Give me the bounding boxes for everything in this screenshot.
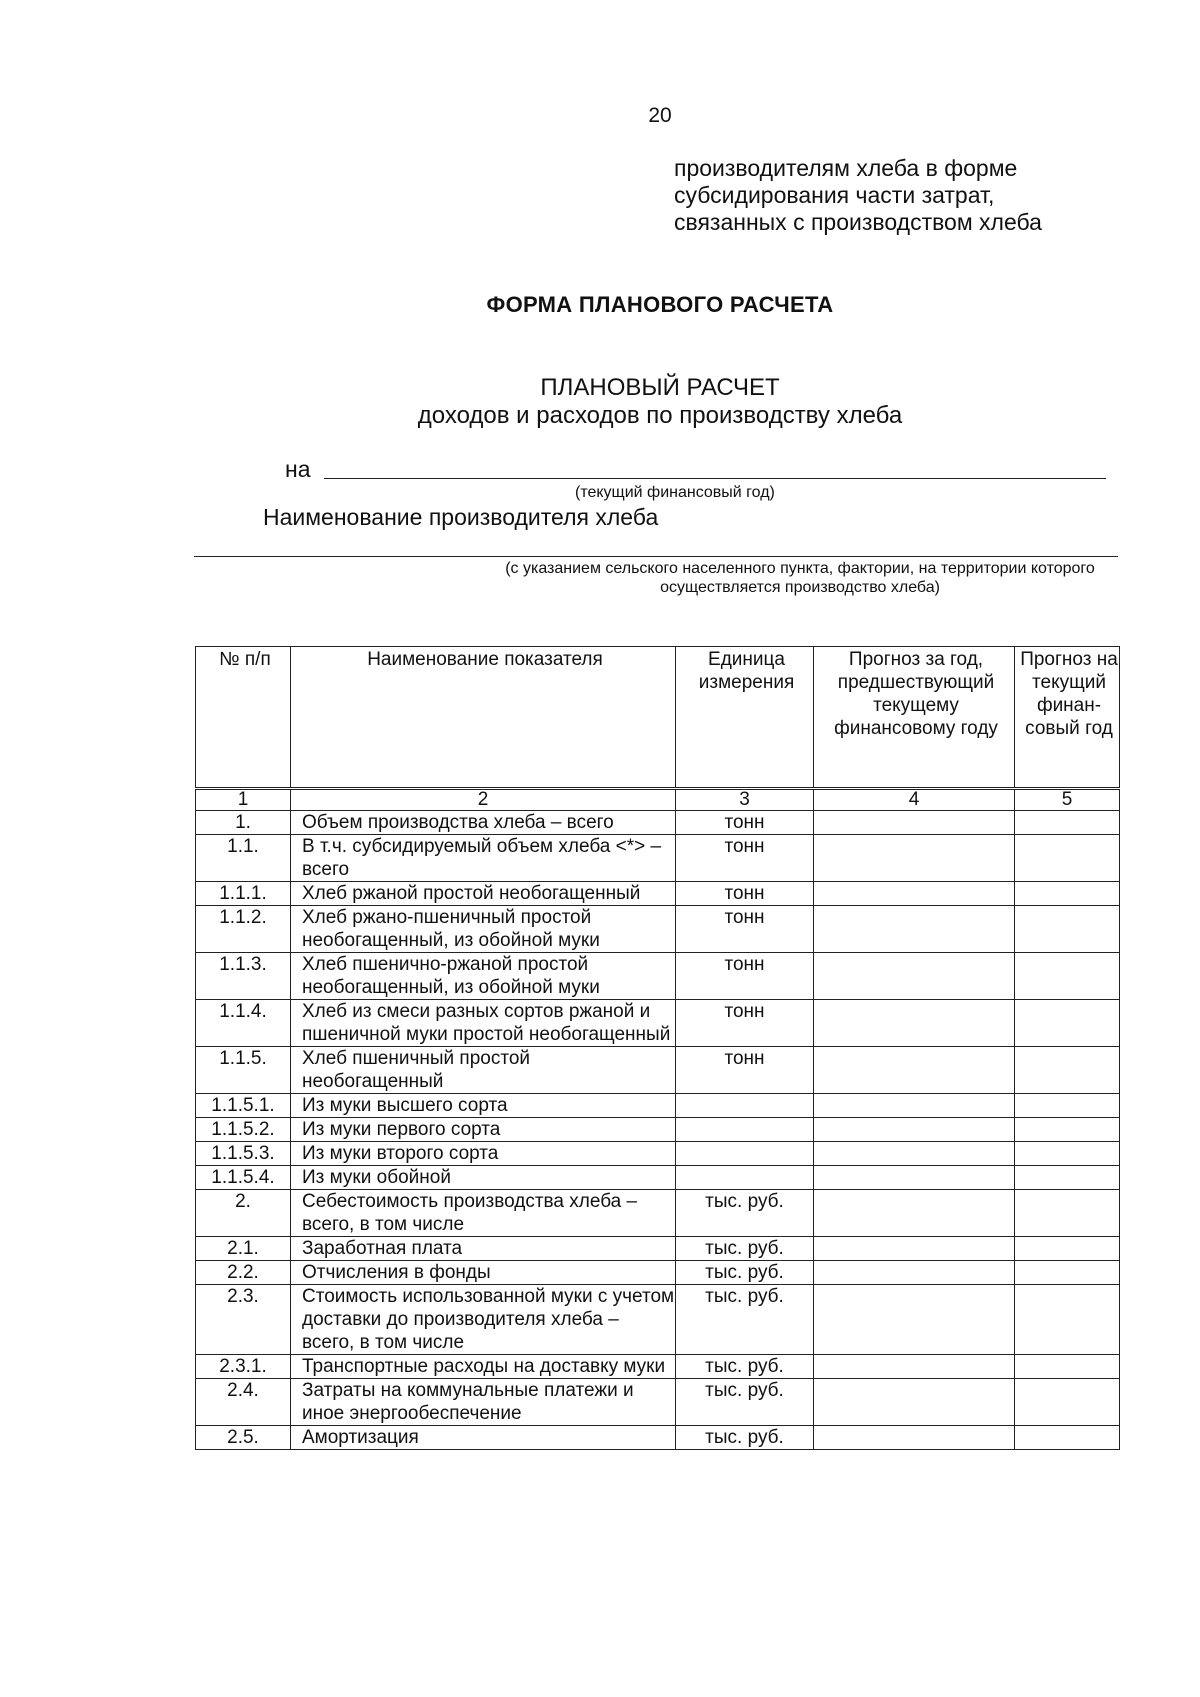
row-name: Хлеб из смеси разных сортов ржаной и пшеничной муки простой необогащенный [291, 1000, 676, 1047]
row-curr-value[interactable] [1015, 953, 1120, 1000]
row-num: 1.1.5.2. [196, 1118, 291, 1142]
table-header-row [196, 647, 1120, 789]
row-unit: тонн [676, 1047, 814, 1094]
table-row [196, 1355, 1120, 1379]
row-name: Из муки второго сорта [291, 1142, 676, 1166]
row-prev-value[interactable] [814, 882, 1015, 906]
table-row [196, 1261, 1120, 1285]
row-curr-value[interactable] [1015, 1355, 1120, 1379]
row-unit: тыс. руб. [676, 1261, 814, 1285]
row-unit: тонн [676, 835, 814, 882]
header-block [674, 155, 1174, 236]
row-num: 2.4. [196, 1379, 291, 1426]
row-prev-value[interactable] [814, 1426, 1015, 1450]
row-name: Хлеб пшенично-ржаной простой необогащенный, из обойной муки [291, 953, 676, 1000]
table-row [196, 1379, 1120, 1426]
table-row [196, 1142, 1120, 1166]
row-num: 1.1.5. [196, 1047, 291, 1094]
row-curr-value[interactable] [1015, 1094, 1120, 1118]
producer-field-line[interactable] [194, 556, 1118, 557]
row-curr-value[interactable] [1015, 1285, 1120, 1355]
row-prev-value[interactable] [814, 906, 1015, 953]
row-curr-value[interactable] [1015, 1047, 1120, 1094]
table-row [196, 882, 1120, 906]
header-line-2: субсидирования части затрат, [674, 182, 995, 208]
row-name: Из муки высшего сорта [291, 1094, 676, 1118]
column-number: 4 [814, 789, 1015, 811]
row-num: 2. [196, 1190, 291, 1237]
row-curr-value[interactable] [1015, 1000, 1120, 1047]
row-unit: тыс. руб. [676, 1355, 814, 1379]
row-unit: тонн [676, 953, 814, 1000]
row-prev-value[interactable] [814, 1166, 1015, 1190]
row-name: Амортизация [291, 1426, 676, 1450]
row-prev-value[interactable] [814, 1118, 1015, 1142]
row-num: 2.1. [196, 1237, 291, 1261]
row-unit [676, 1166, 814, 1190]
row-curr-value[interactable] [1015, 1166, 1120, 1190]
row-name: Объем производства хлеба – всего [291, 811, 676, 835]
row-unit: тыс. руб. [676, 1285, 814, 1355]
row-curr-value[interactable] [1015, 1237, 1120, 1261]
table-row [196, 1426, 1120, 1450]
header-line-1: производителям хлеба в форме [674, 155, 1018, 181]
row-name: Стоимость использованной муки с учетом доставки до производителя хлеба – всего, в том числе [291, 1285, 676, 1355]
table-row [196, 1166, 1120, 1190]
calc-title [0, 374, 1200, 430]
row-prev-value[interactable] [814, 1285, 1015, 1355]
row-num: 1.1.5.3. [196, 1142, 291, 1166]
table-row [196, 953, 1120, 1000]
row-name: Хлеб ржано-пшеничный простой необогащенный, из обойной муки [291, 906, 676, 953]
table-row [196, 1190, 1120, 1237]
row-curr-value[interactable] [1015, 1379, 1120, 1426]
row-name: Себестоимость производства хлеба – всего, в том числе [291, 1190, 676, 1237]
row-unit [676, 1142, 814, 1166]
table-row [196, 1285, 1120, 1355]
row-unit: тонн [676, 811, 814, 835]
row-num: 1.1.3. [196, 953, 291, 1000]
row-curr-value[interactable] [1015, 811, 1120, 835]
row-num: 2.2. [196, 1261, 291, 1285]
row-curr-value[interactable] [1015, 906, 1120, 953]
row-unit: тонн [676, 1000, 814, 1047]
row-unit: тыс. руб. [676, 1190, 814, 1237]
row-name: В т.ч. субсидируемый объем хлеба <*> – всего [291, 835, 676, 882]
row-name: Из муки первого сорта [291, 1118, 676, 1142]
table-row [196, 1118, 1120, 1142]
column-number: 5 [1015, 789, 1120, 811]
calc-title-line-2: доходов и расходов по производству хлеба [417, 402, 903, 429]
plan-table-wrap [195, 646, 1119, 1450]
header-name: Наименование показателя [291, 647, 676, 789]
row-unit: тыс. руб. [676, 1426, 814, 1450]
row-num: 1.1.1. [196, 882, 291, 906]
row-prev-value[interactable] [814, 1379, 1015, 1426]
column-number-row [196, 789, 1120, 811]
producer-caption-line-2: осуществляется производство хлеба) [660, 579, 940, 596]
row-unit: тыс. руб. [676, 1379, 814, 1426]
row-curr-value[interactable] [1015, 835, 1120, 882]
row-num: 1.1.2. [196, 906, 291, 953]
row-prev-value[interactable] [814, 953, 1015, 1000]
row-prev-value[interactable] [814, 1094, 1015, 1118]
producer-caption-line-1: (с указанием сельского населенного пункта, фактории, на территории которого [505, 560, 1095, 577]
row-prev-value[interactable] [814, 835, 1015, 882]
row-name: Хлеб пшеничный простой необогащенный [291, 1047, 676, 1094]
year-field-line[interactable] [324, 478, 1106, 479]
plan-table [195, 646, 1120, 1450]
header-prev-forecast: Прогноз за год, предшествующий текущему финансовому году [814, 647, 1015, 789]
row-num: 2.3.1. [196, 1355, 291, 1379]
table-row [196, 1094, 1120, 1118]
row-curr-value[interactable] [1015, 1426, 1120, 1450]
column-number: 1 [196, 789, 291, 811]
row-prev-value[interactable] [814, 1261, 1015, 1285]
row-prev-value[interactable] [814, 1190, 1015, 1237]
calc-title-line-1: ПЛАНОВЫЙ РАСЧЕТ [540, 374, 780, 401]
row-unit: тыс. руб. [676, 1237, 814, 1261]
row-prev-value[interactable] [814, 1000, 1015, 1047]
row-unit: тонн [676, 906, 814, 953]
row-curr-value[interactable] [1015, 1190, 1120, 1237]
row-num: 1.1.5.4. [196, 1166, 291, 1190]
row-num: 2.3. [196, 1285, 291, 1355]
table-row [196, 906, 1120, 953]
producer-field-caption [300, 559, 1200, 597]
row-prev-value[interactable] [814, 811, 1015, 835]
page-number: 20 [648, 104, 672, 127]
year-field-caption: (текущий финансовый год) [575, 484, 775, 501]
row-curr-value[interactable] [1015, 882, 1120, 906]
row-num: 2.5. [196, 1426, 291, 1450]
column-number: 3 [676, 789, 814, 811]
table-row [196, 1000, 1120, 1047]
header-curr-forecast: Прогноз на текущий финан-совый год [1015, 647, 1120, 789]
row-prev-value[interactable] [814, 1047, 1015, 1094]
year-label: на [285, 456, 311, 482]
header-num: № п/п [196, 647, 291, 789]
row-curr-value[interactable] [1015, 1142, 1120, 1166]
row-name: Из муки обойной [291, 1166, 676, 1190]
row-name: Затраты на коммунальные платежи и иное энергообеспечение [291, 1379, 676, 1426]
form-title: ФОРМА ПЛАНОВОГО РАСЧЕТА [486, 292, 834, 317]
row-curr-value[interactable] [1015, 1261, 1120, 1285]
row-curr-value[interactable] [1015, 1118, 1120, 1142]
table-row [196, 835, 1120, 882]
producer-label: Наименование производителя хлеба [263, 504, 659, 530]
column-number: 2 [291, 789, 676, 811]
row-unit [676, 1118, 814, 1142]
table-row [196, 1237, 1120, 1261]
header-line-3: связанных с производством хлеба [674, 209, 1042, 235]
row-name: Хлеб ржаной простой необогащенный [291, 882, 676, 906]
row-num: 1. [196, 811, 291, 835]
table-row [196, 811, 1120, 835]
table-row [196, 1047, 1120, 1094]
row-name: Транспортные расходы на доставку муки [291, 1355, 676, 1379]
row-unit: тонн [676, 882, 814, 906]
row-prev-value[interactable] [814, 1237, 1015, 1261]
row-num: 1.1.5.1. [196, 1094, 291, 1118]
row-num: 1.1.4. [196, 1000, 291, 1047]
row-name: Отчисления в фонды [291, 1261, 676, 1285]
row-prev-value[interactable] [814, 1142, 1015, 1166]
row-name: Заработная плата [291, 1237, 676, 1261]
row-num: 1.1. [196, 835, 291, 882]
row-prev-value[interactable] [814, 1355, 1015, 1379]
row-unit [676, 1094, 814, 1118]
header-unit: Единица измерения [676, 647, 814, 789]
